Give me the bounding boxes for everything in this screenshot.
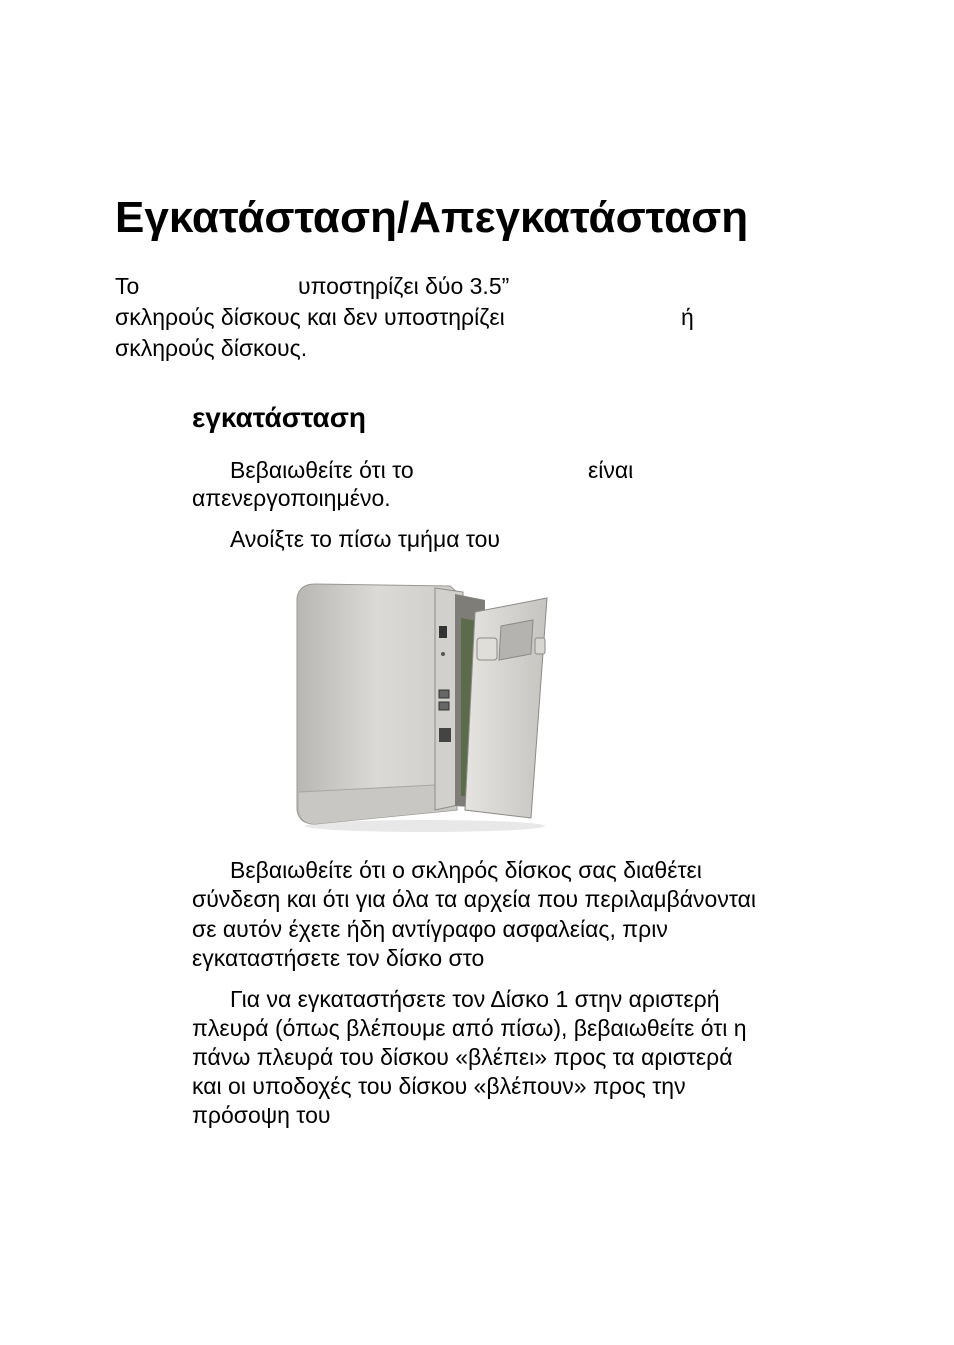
step-4-line-1: Για να εγκαταστήσετε τον Δίσκο 1 στην αριστερή — [230, 986, 720, 1012]
intro-line-1b: υποστηρίζει δύο 3.5” — [298, 273, 510, 299]
step-2-text: Ανοίξτε το πίσω τμήμα του — [230, 526, 501, 552]
step-3-line-2: σύνδεση και ότι για όλα τα αρχεία που περιλαμβάνονται — [192, 886, 757, 912]
intro-line-2b: ή — [681, 304, 694, 330]
page-title: Εγκατάσταση/Απεγκατάσταση — [115, 193, 749, 242]
step-4-line-4: και οι υποδοχές του δίσκου «βλέπουν» προς την — [192, 1073, 686, 1099]
intro-line-3: σκληρούς δίσκους. — [115, 335, 308, 361]
device-open-rear-photo — [285, 578, 555, 833]
step-1-text-c: απενεργοποιημένο. — [192, 485, 391, 511]
step-4-line-5: πρόσοψη του — [192, 1102, 331, 1128]
intro-line-2a: σκληρούς δίσκους και δεν υποστηρίζει — [115, 304, 505, 330]
step-4-line-2: πλευρά (όπως βλέπουμε από πίσω), βεβαιωθείτε ότι η — [192, 1015, 747, 1041]
step-4-line-3: πάνω πλευρά του δίσκου «βλέπει» προς τα αριστερά — [192, 1044, 733, 1070]
step-3-line-1: Βεβαιωθείτε ότι ο σκληρός δίσκος σας διαθέτει — [230, 857, 702, 883]
step-1-text-b: είναι — [588, 457, 634, 483]
step-3-line-4: εγκαταστήσετε τον δίσκο στο — [192, 945, 485, 971]
intro-line-1a: Το — [115, 273, 140, 299]
step-1-text-a: Βεβαιωθείτε ότι το — [230, 457, 414, 483]
section-heading: εγκατάσταση — [192, 402, 367, 433]
step-3-line-3: σε αυτόν έχετε ήδη αντίγραφο ασφαλείας, πριν — [192, 916, 668, 942]
